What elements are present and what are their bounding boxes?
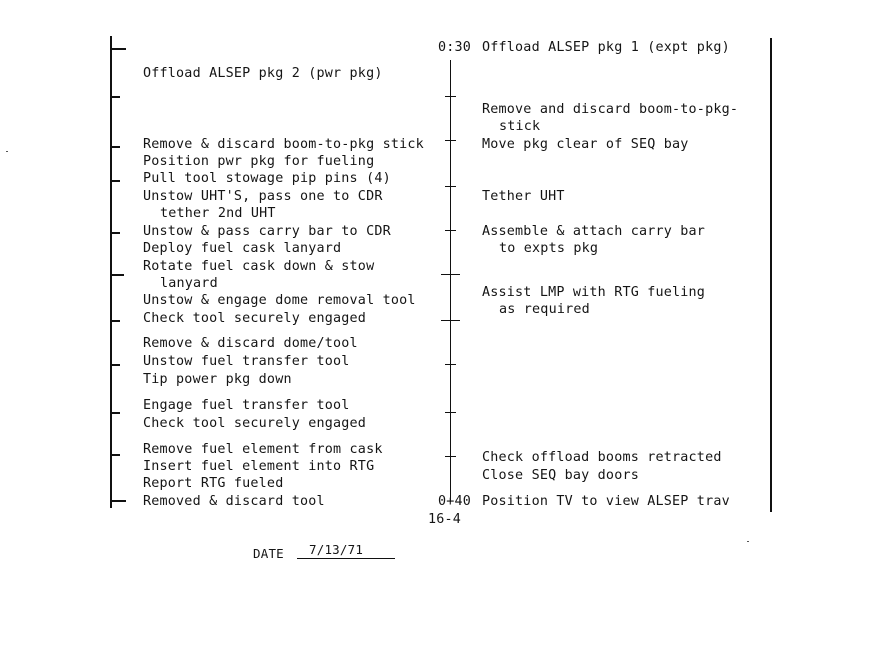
- right-item: stick: [499, 119, 541, 134]
- left-item: Remove fuel element from cask: [143, 442, 383, 457]
- left-item: Unstow UHT'S, pass one to CDR: [143, 189, 383, 204]
- left-item: Check tool securely engaged: [143, 311, 367, 326]
- left-item: Deploy fuel cask lanyard: [143, 241, 342, 256]
- date-label: DATE: [253, 546, 284, 561]
- right-item: Tether UHT: [482, 189, 565, 204]
- right-item: Move pkg clear of SEQ bay: [482, 137, 689, 152]
- right-item: to expts pkg: [499, 241, 599, 256]
- center-timeline-line: [450, 60, 451, 502]
- left-item: Unstow fuel transfer tool: [143, 354, 350, 369]
- left-tick: [110, 500, 126, 502]
- right-item: Remove and discard boom-to-pkg-: [482, 102, 739, 117]
- left-item: Offload ALSEP pkg 2 (pwr pkg): [143, 66, 383, 81]
- right-border-line: [770, 38, 772, 512]
- left-item: Insert fuel element into RTG: [143, 459, 375, 474]
- left-tick: [110, 412, 120, 414]
- left-tick: [110, 96, 120, 98]
- center-tick: [441, 274, 460, 275]
- page-number: 16-4: [428, 512, 462, 527]
- left-item: lanyard: [160, 276, 218, 291]
- left-item: Position pwr pkg for fueling: [143, 154, 375, 169]
- left-tick: [110, 232, 120, 234]
- left-tick: [110, 146, 120, 148]
- left-item: Tip power pkg down: [143, 372, 292, 387]
- left-item: tether 2nd UHT: [160, 206, 276, 221]
- left-item: Unstow & pass carry bar to CDR: [143, 224, 391, 239]
- left-tick: [110, 48, 126, 50]
- left-tick: [110, 180, 120, 182]
- end-time-label: 0+40: [438, 494, 472, 509]
- start-time-label: 0:30: [438, 40, 472, 55]
- center-tick: [445, 96, 456, 97]
- left-item: Check tool securely engaged: [143, 416, 367, 431]
- date-value: 7/13/71: [309, 542, 364, 557]
- scan-speck: [747, 541, 749, 542]
- center-tick: [441, 320, 460, 321]
- date-underline: [297, 558, 395, 559]
- center-tick: [445, 140, 456, 141]
- left-item: Pull tool stowage pip pins (4): [143, 171, 391, 186]
- left-tick: [110, 364, 120, 366]
- right-item: as required: [499, 302, 590, 317]
- left-timeline-line: [110, 36, 112, 508]
- left-item: Report RTG fueled: [143, 476, 284, 491]
- right-item: Offload ALSEP pkg 1 (expt pkg): [482, 40, 730, 55]
- right-item: Position TV to view ALSEP trav: [482, 494, 730, 509]
- center-tick: [445, 364, 456, 365]
- center-tick: [445, 456, 456, 457]
- left-item: Removed & discard tool: [143, 494, 325, 509]
- center-tick: [445, 230, 456, 231]
- center-tick: [445, 186, 456, 187]
- right-item: Close SEQ bay doors: [482, 468, 639, 483]
- right-item: Check offload booms retracted: [482, 450, 722, 465]
- left-tick: [110, 320, 120, 322]
- left-tick: [110, 454, 120, 456]
- left-item: Remove & discard dome/tool: [143, 336, 358, 351]
- left-item: Remove & discard boom-to-pkg stick: [143, 137, 424, 152]
- left-item: Rotate fuel cask down & stow: [143, 259, 375, 274]
- left-item: Engage fuel transfer tool: [143, 398, 350, 413]
- left-tick: [110, 274, 124, 276]
- right-item: Assemble & attach carry bar: [482, 224, 706, 239]
- right-item: Assist LMP with RTG fueling: [482, 285, 706, 300]
- left-item: Unstow & engage dome removal tool: [143, 293, 416, 308]
- scan-speck: [6, 151, 8, 152]
- center-tick: [445, 412, 456, 413]
